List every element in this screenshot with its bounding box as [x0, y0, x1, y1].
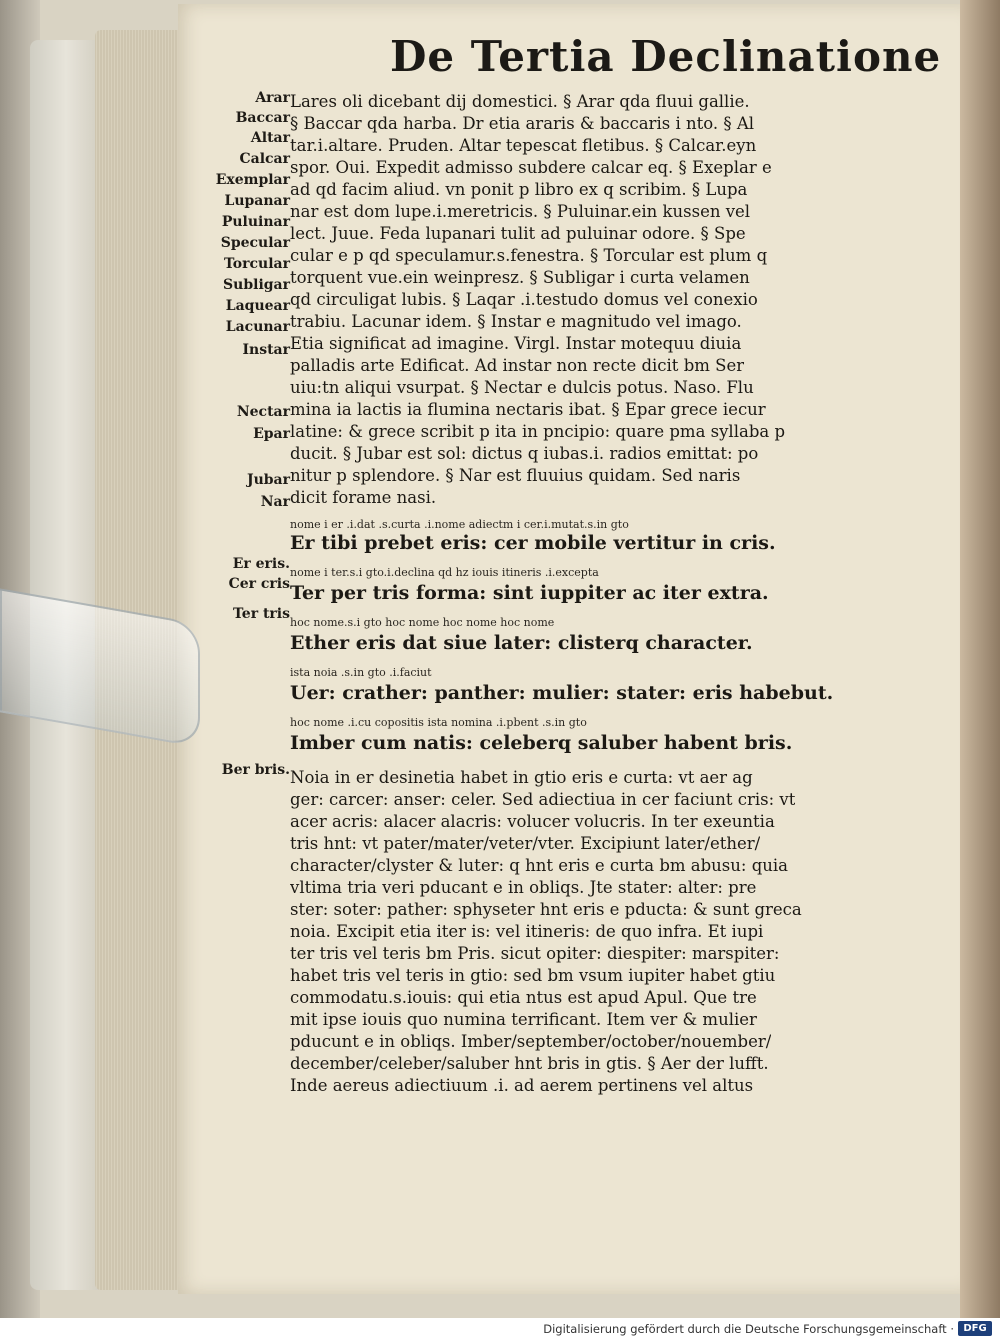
commentary-line: ger: carcer: anser: celer. Sed adiectiua in cer faciunt cris: vt [290, 790, 796, 809]
verse-gloss: hoc nome.s.i gto hoc nome hoc nome hoc nome [290, 616, 555, 629]
margin-note: Ber bris. [221, 762, 290, 778]
margin-note: Er eris. [232, 556, 290, 572]
verse-line: Er tibi prebet eris: cer mobile vertitur in cris. [290, 532, 776, 554]
text-line: mina ia lactis ia flumina nectaris ibat. § Epar grece iecur [290, 400, 766, 419]
verse-line: Ether eris dat siue later: clisterq character. [290, 632, 753, 654]
commentary-line: pducunt e in obliqs. Imber/september/october/nouember/ [290, 1032, 772, 1051]
verse-line: Uer: crather: panther: mulier: stater: eris habebut. [290, 682, 834, 704]
margin-note: Ter tris [232, 606, 290, 622]
margin-note: Arar [255, 90, 290, 106]
text-line: ducit. § Jubar est sol: dictus q iubas.i. radios emittat: po [290, 444, 759, 463]
commentary-line: mit ipse iouis quo numina terrificant. Item ver & mulier [290, 1010, 757, 1029]
margin-note: Nar [260, 494, 290, 510]
dfg-logo: DFG [958, 1321, 992, 1336]
margin-note: Altar [250, 130, 290, 146]
text-line: spor. Oui. Expedit admisso subdere calcar eq. § Exeplar e [290, 158, 772, 177]
text-line: uiu:tn aliqui vsurpat. § Nectar e dulcis potus. Naso. Flu [290, 378, 754, 397]
footer-bar [0, 1318, 1000, 1340]
margin-note: Lacunar [225, 319, 290, 335]
margin-note: Laquear [225, 298, 290, 314]
commentary-line: acer acris: alacer alacris: volucer volucris. In ter exeuntia [290, 812, 775, 831]
text-line: latine: & grece scribit p ita in pncipio: quare pma syllaba p [290, 422, 786, 441]
margin-note: Jubar [246, 472, 290, 488]
verse-line: Ter per tris forma: sint iuppiter ac iter extra. [290, 582, 769, 604]
text-line: qd circuligat lubis. § Laqar .i.testudo domus vel conexio [290, 290, 758, 309]
verse-gloss: nome i ter.s.i gto.i.declina qd hz iouis itineris .i.excepta [290, 566, 599, 579]
verse-gloss: hoc nome .i.cu copositis ista nomina .i.pbent .s.in gto [290, 716, 587, 729]
margin-note: Specular [220, 235, 290, 251]
verse-gloss: ista noia .s.in gto .i.faciut [290, 666, 432, 679]
margin-note: Epar [253, 426, 290, 442]
margin-note: Torcular [224, 256, 290, 272]
funding-credit: Digitalisierung gefördert durch die Deutsche Forschungsgemeinschaft · [543, 1322, 954, 1336]
margin-note: Subligar [223, 277, 290, 293]
text-line: cular e p qd speculamur.s.fenestra. § Torcular est plum q [290, 246, 768, 265]
margin-note: Exemplar [215, 172, 290, 188]
text-line: torquent vue.ein weinpresz. § Subligar i curta velamen [290, 268, 750, 287]
margin-note: Instar [242, 342, 290, 358]
margin-note: Cer cris [228, 576, 290, 592]
commentary-line: character/clyster & luter: q hnt eris e curta bm abusu: quia [290, 856, 789, 875]
commentary-line: noia. Excipit etia iter is: vel itineris: de quo infra. Et iupi [290, 922, 764, 941]
page-heading: De Tertia Declinatione [390, 32, 942, 81]
margin-note: Lupanar [224, 193, 290, 209]
text-line: trabiu. Lacunar idem. § Instar e magnitudo vel imago. [290, 312, 742, 331]
commentary-line: habet tris vel teris in gtio: sed bm vsum iupiter habet gtiu [290, 966, 776, 985]
text-line: Lares oli dicebant dij domestici. § Arar qda fluui gallie. [290, 92, 750, 111]
commentary-line: december/celeber/saluber hnt bris in gtis. § Aer der lufft. [290, 1054, 769, 1073]
verse-gloss: nome i er .i.dat .s.curta .i.nome adiectm i cer.i.mutat.s.in gto [290, 518, 629, 531]
commentary-line: ster: soter: pather: sphyseter hnt eris e pducta: & sunt greca [290, 900, 802, 919]
commentary-line: Noia in er desinetia habet in gtio eris e curta: vt aer ag [290, 768, 753, 787]
commentary-line: Inde aereus adiectiuum .i. ad aerem pertinens vel altus [290, 1076, 754, 1095]
text-line: Etia significat ad imagine. Virgl. Instar motequu diuia [290, 334, 742, 353]
text-line: tar.i.altare. Pruden. Altar tepescat fletibus. § Calcar.eyn [290, 136, 757, 155]
text-line: ad qd facim aliud. vn ponit p libro ex q scribim. § Lupa [290, 180, 748, 199]
text-line: lect. Juue. Feda lupanari tulit ad puluinar odore. § Spe [290, 224, 746, 243]
commentary-line: commodatu.s.iouis: qui etia ntus est apud Apul. Que tre [290, 988, 757, 1007]
margin-note: Nectar [236, 404, 290, 420]
verse-line: Imber cum natis: celeberq saluber habent bris. [290, 732, 793, 754]
margin-note: Puluinar [221, 214, 290, 230]
text-line: nitur p splendore. § Nar est fluuius quidam. Sed naris [290, 466, 741, 485]
commentary-line: tris hnt: vt pater/mater/veter/vter. Excipiunt later/ether/ [290, 834, 761, 853]
text-line: dicit forame nasi. [290, 488, 437, 507]
right-page-edge [960, 0, 1000, 1318]
commentary-line: vltima tria veri pducant e in obliqs. Jte stater: alter: pre [290, 878, 757, 897]
text-line: § Baccar qda harba. Dr etia araris & baccaris i nto. § Al [290, 114, 755, 133]
margin-note: Calcar [239, 151, 290, 167]
commentary-line: ter tris vel teris bm Pris. sicut opiter: diespiter: marspiter: [290, 944, 780, 963]
text-line: palladis arte Edificat. Ad instar non recte dicit bm Ser [290, 356, 745, 375]
margin-note: Baccar [235, 110, 290, 126]
text-line: nar est dom lupe.i.meretricis. § Puluinar.ein kussen vel [290, 202, 751, 221]
